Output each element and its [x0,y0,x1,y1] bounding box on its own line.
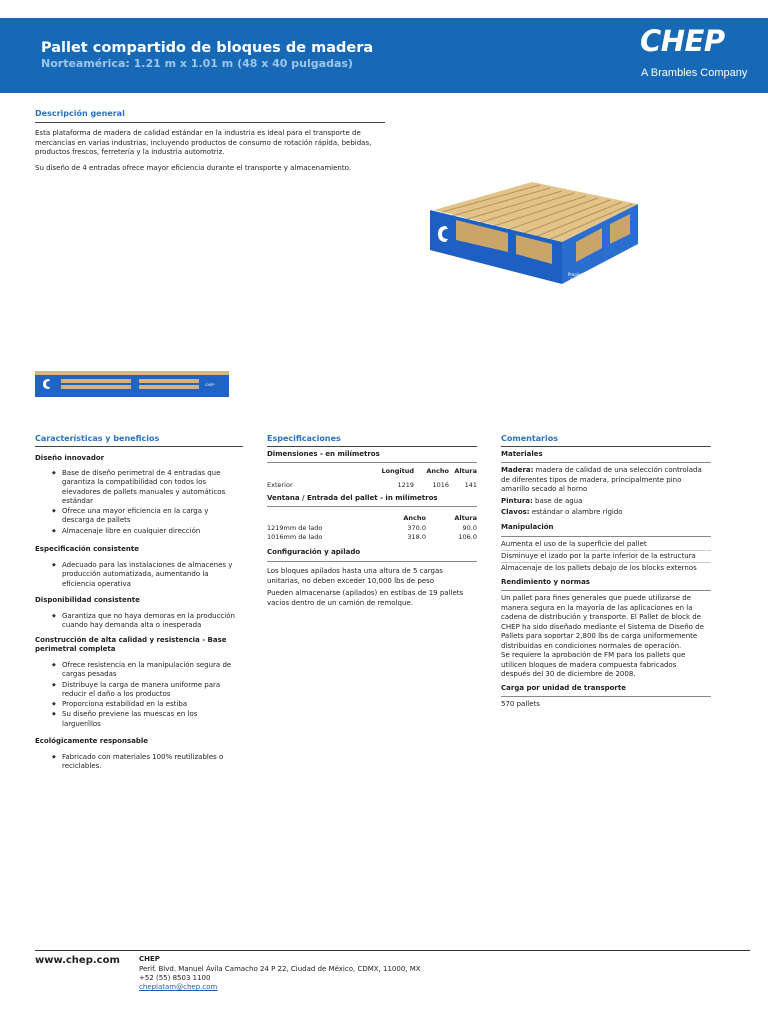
materials-paint: Pintura: base de agua [501,497,583,505]
list-item: ◆ Almacenaje libre en cualquier dirección [62,527,247,536]
window-heading: Ventana / Entrada del pallet - in milímetros [267,494,438,502]
features-list-consistent-spec [62,561,247,590]
load-heading: Carga por unidad de transporte [501,684,626,692]
specs-rule [267,446,477,447]
list-item: ◆ Ofrece una mayor eficiencia en la carga y descarga de pallets [62,507,247,526]
comments-rule [501,446,711,447]
features-list-innovative-items [62,469,247,537]
dims-table [267,466,477,489]
col-header: Longitud [381,466,414,475]
materials-rule [501,462,711,463]
table-row: 1219mm de lado 370.0 90.0 [267,524,477,532]
table-header-row [267,513,477,522]
window-rule [267,506,477,507]
performance-rule [501,590,711,591]
specs-title: Especificaciones [267,434,341,443]
list-item: ◆ Distribuye la carga de manera uniforme para reducir el daño a los productos [62,681,247,700]
header-banner [0,18,768,93]
table-row: 1016mm de lado 318.0 106.0 [267,532,477,541]
materials-wood: Madera: madera de calidad de una selección controlada de diferentes tipos de madera, principalmente pino amarillo secado al horno [501,466,702,494]
config-heading: Configuración y apilado [267,548,361,556]
performance-paragraph-2: Se requiere la aprobación de FM para los pallets que utilicen bloques de madera compuesta fabricados después del 30 de diciembre de 2008. [501,651,686,679]
col-header: Altura [454,466,477,475]
handling-rule [501,536,711,537]
features-list-availability [62,612,247,632]
svg-text:Propiedad: Propiedad [568,272,588,277]
svg-text:de CHEP: de CHEP [570,277,588,282]
page-title: Pallet compartido de bloques de madera [41,40,374,56]
pallet-photo [412,180,642,290]
col-header: Ancho [426,466,449,475]
list-item: ◆ Proporciona estabilidad en la estiba [62,700,247,709]
config-rule [267,561,477,562]
features-heading-innovative: Diseño innovador [35,454,105,462]
svg-text:CHEP: CHEP [205,383,215,387]
handling-item-2: Disminuye el izado por la parte inferior de la estructura [501,552,696,560]
list-item: ◆ Ofrece resistencia en la manipulación segura de cargas pesadas [62,661,247,680]
general-paragraph-1: Esta plataforma de madera de calidad estándar en la industria es ideal para el transporte de mercancías en varias industrias, incluyendo productos de consumo de rotación rápida, bebidas, productos frescos, ferretería y la industria automotriz. [35,129,372,157]
general-rule [35,122,385,123]
features-heading-consistent-spec: Especificación consistente [35,545,139,553]
features-list-eco [62,753,247,773]
materials-nails: Clavos: estándar o alambre rígido [501,508,623,516]
chep-logo: CHEP [640,24,725,58]
footer-email-link[interactable]: cheplatam@chep.com [139,983,218,991]
features-list-quality [62,661,247,730]
col-header: Altura [454,513,477,522]
features-heading-quality: Construcción de alta calidad y resistencia - Base perimetral completa [35,636,227,654]
config-paragraph-1: Los bloques apilados hasta una altura de 5 cargas unitarias, no deben exceder 10,000 lbs de peso [267,567,443,585]
features-title: Características y beneficios [35,434,160,443]
list-item: ◆ Su diseño previene las muescas en los largueríllos [62,710,247,729]
footer-address: Perif. Blvd. Manuel Ávila Camacho 24 P 22, Ciudad de México, CDMX, 11000, MX [139,965,421,973]
load-rule [501,696,711,697]
logo-tagline: A Brambles Company [641,67,748,79]
handling-heading: Manipulación [501,523,554,531]
list-item: ◆ Base de diseño perimetral de 4 entradas que garantiza la compatibilidad con todos los elevadores de pallets manuales y automáticos estándar [62,469,247,506]
footer-website-link[interactable]: www.chep.com [35,955,120,966]
table-row: Exterior 1219 1016 141 [267,480,477,489]
performance-paragraph-1: Un pallet para fines generales que puede utilizarse de manera segura en la mayoría de las aplicaciones en la cadena de distribución y transporte. El Pallet de block de CHEP ha sido diseñado mediante el Sistema de Diseño de Pallets para soportar 2,800 lbs de carga uniformemente distribuidas en condiciones normales de operación. [501,594,704,650]
list-item: ◆ Fabricado con materiales 100% reutilizables o reciclables. [62,753,247,772]
footer-company: CHEP [139,955,160,963]
features-heading-eco: Ecológicamente responsable [35,737,149,745]
footer-rule [35,950,750,951]
comments-title: Comentarios [501,434,558,443]
handling-item-3: Almacenaje de los pallets debajo de los blocks externos [501,564,697,572]
page-subtitle: Norteamérica: 1.21 m x 1.01 m (48 x 40 pulgadas) [41,57,353,70]
features-heading-availability: Disponibilidad consistente [35,596,140,604]
pallet-side-view [35,371,229,397]
window-table [267,513,477,541]
general-paragraph-2: Su diseño de 4 entradas ofrece mayor eficiencia durante el transporte y almacenamiento. [35,164,352,172]
dims-heading: Dimensiones - en milímetros [267,450,380,458]
list-item: ◆ Adecuado para las instalaciones de almacenes y producción automatizada, aumentando la eficiencia operativa [62,561,247,589]
handling-item-1: Aumenta el uso de la superficie del pallet [501,540,647,548]
dims-rule [267,462,477,463]
materials-heading: Materiales [501,450,543,458]
load-value: 570 pallets [501,700,540,708]
general-description-title: Descripción general [35,109,125,118]
list-item: ◆ Garantiza que no haya demoras en la producción cuando hay demanda alta o inesperada [62,612,247,631]
table-header-row [267,466,477,475]
footer-phone: +52 (55) 8503 1100 [139,974,211,982]
col-header: Ancho [403,513,426,522]
config-paragraph-2: Pueden almacenarse (apilados) en estibas de 19 pallets vacíos dentro de un camión de remolque. [267,589,464,607]
performance-heading: Rendimiento y normas [501,578,590,586]
features-rule [35,446,243,447]
